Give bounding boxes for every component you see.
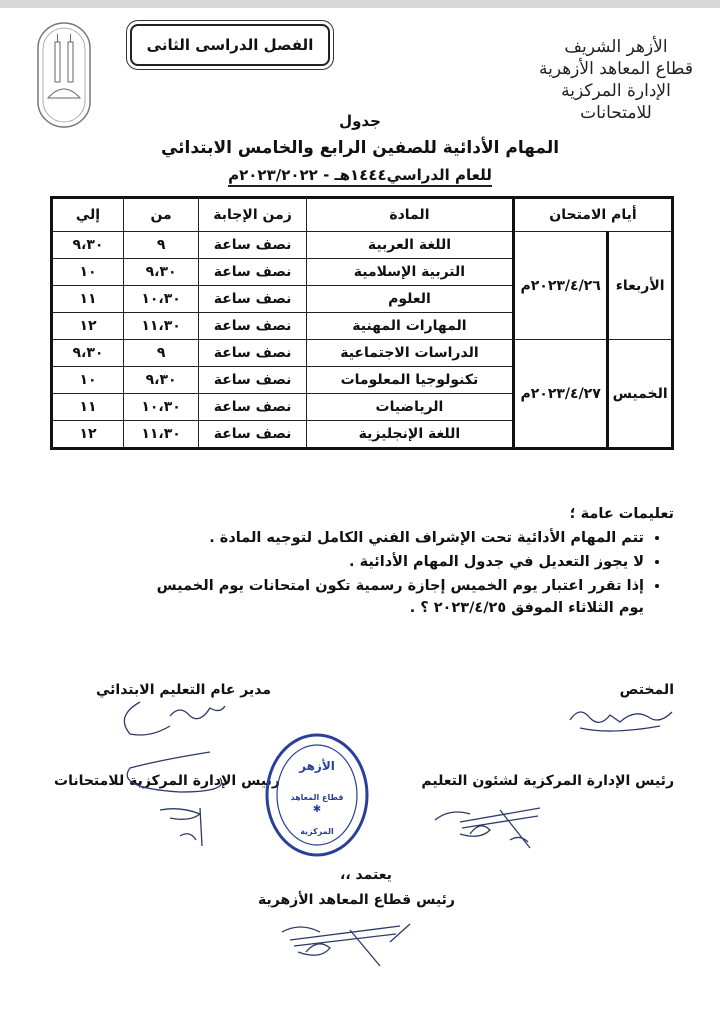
to-cell: ١١: [52, 394, 124, 421]
from-cell: ٩،٣٠: [124, 259, 199, 286]
duration-cell: نصف ساعة: [199, 340, 307, 367]
schedule-table: [50, 196, 674, 450]
official-stamp: [262, 730, 372, 860]
duration-cell: نصف ساعة: [199, 367, 307, 394]
svg-text:المركزية: المركزية: [300, 827, 334, 836]
to-cell: ١٢: [52, 421, 124, 449]
specialist-label: المختص: [619, 682, 674, 698]
svg-text:✱: ✱: [312, 804, 322, 815]
header-duration: زمن الإجابة: [199, 198, 307, 232]
header-days: أيام الامتحان: [513, 198, 672, 232]
duration-cell: نصف ساعة: [199, 286, 307, 313]
edu-head-signature: [430, 790, 550, 850]
central-exams-head-label: رئيس الإدارة المركزية للامتحانات: [54, 773, 280, 789]
instruction-item: • إذا تقرر اعتبار يوم الخميس إجازة رسمية تكون امتحانات يوم الخميس: [34, 576, 644, 596]
doc-subtitle: المهام الأدائية للصفين الرابع والخامس الابتدائي: [160, 138, 560, 158]
approved-label: يعتمد ،،: [340, 867, 392, 883]
day-cell: الأربعاء: [608, 232, 673, 340]
organization-header: [526, 36, 706, 124]
org-line: الإدارة المركزية للامتحانات: [561, 81, 671, 123]
sector-head-signature: [270, 912, 420, 972]
specialist-signature: [560, 700, 680, 740]
academic-year: [0, 166, 720, 184]
central-edu-head-label: رئيس الإدارة المركزية لشئون التعليم: [421, 773, 674, 789]
date-cell: ٢٠٢٣/٤/٢٦م: [513, 232, 607, 340]
to-cell: ١٢: [52, 313, 124, 340]
to-cell: ١١: [52, 286, 124, 313]
sector-head-label: رئيس قطاع المعاهد الأزهرية: [258, 892, 455, 908]
duration-cell: نصف ساعة: [199, 313, 307, 340]
to-cell: ٩،٣٠: [52, 340, 124, 367]
instructions: [34, 506, 674, 616]
duration-cell: نصف ساعة: [199, 259, 307, 286]
svg-text:قطاع المعاهد: قطاع المعاهد: [290, 793, 344, 802]
from-cell: ١٠،٣٠: [124, 286, 199, 313]
from-cell: ١١،٣٠: [124, 313, 199, 340]
from-cell: ١١،٣٠: [124, 421, 199, 449]
instruction-item: • تتم المهام الأدائية تحت الإشراف الفني الكامل لتوجيه المادة .: [34, 528, 644, 548]
duration-cell: نصف ساعة: [199, 421, 307, 449]
subject-cell: الرياضيات: [306, 394, 513, 421]
subject-cell: اللغة الإنجليزية: [306, 421, 513, 449]
doc-title: جدول: [339, 112, 381, 130]
org-line: الأزهر الشريف: [564, 37, 668, 57]
subject-cell: المهارات المهنية: [306, 313, 513, 340]
duration-cell: نصف ساعة: [199, 394, 307, 421]
from-cell: ٩: [124, 340, 199, 367]
semester-box: الفصل الدراسى الثانى: [130, 24, 330, 66]
instruction-item: • لا يجوز التعديل في جدول المهام الأدائية .: [34, 552, 644, 572]
org-line: قطاع المعاهد الأزهرية: [538, 59, 694, 79]
from-cell: ٩،٣٠: [124, 367, 199, 394]
director-signature: [110, 696, 230, 741]
instruction-continuation: يوم الثلاثاء الموفق ٢٠٢٣/٤/٢٥ ؟ .: [409, 600, 644, 616]
to-cell: ١٠: [52, 367, 124, 394]
table-header-row: [52, 198, 673, 232]
header-subject: المادة: [306, 198, 513, 232]
subject-cell: التربية الإسلامية: [306, 259, 513, 286]
svg-text:الأزهر: الأزهر: [299, 759, 335, 773]
day-cell: الخميس: [608, 340, 673, 449]
academic-year-text: للعام الدراسي١٤٤٤هـ - ٢٠٢٣/٢٠٢٢م: [228, 166, 492, 187]
table-row: [52, 232, 673, 259]
top-band: [0, 0, 720, 8]
subject-cell: العلوم: [306, 286, 513, 313]
subject-cell: تكنولوجيا المعلومات: [306, 367, 513, 394]
from-cell: ٩: [124, 232, 199, 259]
subject-cell: الدراسات الاجتماعية: [306, 340, 513, 367]
duration-cell: نصف ساعة: [199, 232, 307, 259]
to-cell: ٩،٣٠: [52, 232, 124, 259]
subject-cell: اللغة العربية: [306, 232, 513, 259]
instructions-list: [34, 528, 674, 596]
exams-head-signature: [120, 748, 230, 848]
primary-director-label: مدير عام التعليم الابتدائي: [96, 682, 272, 698]
instructions-heading: تعليمات عامة ؛: [569, 506, 674, 522]
table-row: [52, 340, 673, 367]
to-cell: ١٠: [52, 259, 124, 286]
from-cell: ١٠،٣٠: [124, 394, 199, 421]
header-from: من: [124, 198, 199, 232]
header-to: إلي: [52, 198, 124, 232]
date-cell: ٢٠٢٣/٤/٢٧م: [513, 340, 607, 449]
